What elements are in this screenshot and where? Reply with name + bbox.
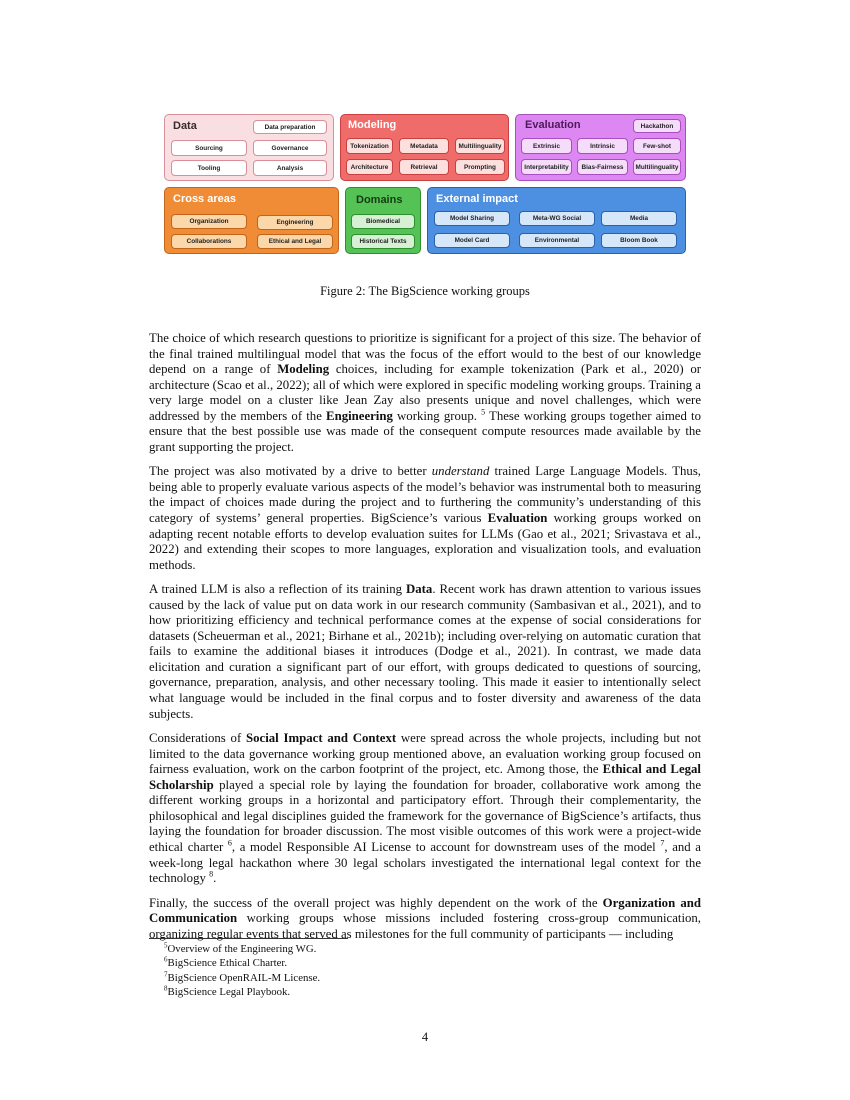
wg-pill: Interpretability bbox=[521, 159, 572, 175]
working-groups-figure bbox=[164, 114, 686, 256]
group-title: Cross areas bbox=[173, 193, 236, 205]
footnote-ref[interactable]: 6 bbox=[227, 838, 232, 848]
wg-pill: Tokenization bbox=[346, 138, 393, 154]
paragraph: A trained LLM is also a reflection of its training Data. Recent work has drawn attention to various issues caused by the lack of value put on data work in our research community (Sambasivan et al., 2021), and to how prioritizing efficiency and technical performance comes at the expense of social considerations for datasets (Scheuerman et al., 2021; Birhane et al., 2021b); including over-relying on automatic curation that fails to examine the additional biases it introduces (Dodge et al., 2021). In contrast, we made data elicitation and curation a significant part of our effort, with groups dedicated to questions of sourcing, governance, preparation, analysis, and other necessary tooling. This made it easier to intentionally select what language would be included in the final corpus and to foster diversity and awareness of the data subjects. bbox=[149, 582, 701, 721]
footnote-ref[interactable]: 7 bbox=[660, 838, 665, 848]
wg-pill: Bias-Fairness bbox=[577, 159, 628, 175]
group-evaluation bbox=[515, 114, 686, 181]
wg-pill: Biomedical bbox=[351, 214, 415, 229]
wg-pill: Few-shot bbox=[633, 138, 681, 154]
group-domains bbox=[345, 187, 421, 254]
paragraph: The project was also motivated by a drive to better understand trained Large Language Models. Thus, being able to properly evaluate various aspects of the model’s behavior was instrumental both to measuring the impact of choices made during the project and to furthering the community’s understanding of this category of systems’ general properties. BigScience’s various Evaluation working groups worked on adapting recent notable efforts to develop evaluation suites for LLMs (Gao et al., 2021; Srivastava et al., 2022) and extending their scopes to more languages, exploration and visualization tools, and evaluation methods. bbox=[149, 464, 701, 572]
wg-pill: Model Card bbox=[434, 233, 510, 248]
wg-pill: Architecture bbox=[346, 159, 393, 175]
footnote-ref[interactable]: 5 bbox=[481, 407, 486, 417]
wg-pill: Intrinsic bbox=[577, 138, 628, 154]
wg-pill: Multilinguality bbox=[633, 159, 681, 175]
wg-pill: Collaborations bbox=[171, 234, 247, 249]
group-cross-areas bbox=[164, 187, 339, 254]
footnote-ref[interactable]: 8 bbox=[209, 869, 214, 879]
group-title: Modeling bbox=[348, 119, 397, 131]
wg-pill: Retrieval bbox=[399, 159, 449, 175]
paragraph: The choice of which research questions to prioritize is significant for a project of this size. The behavior of the final trained multilingual model that was the focus of the effort would to the best of our knowledge depend on a range of Modeling choices, including for example tokenization (Park et al., 2020) or architecture (Scao et al., 2022); all of which were explored in specific modeling working groups. Training a very large model on a cluster like Jean Zay also presents unique and novel challenges, which were addressed by the members of the Engineering working group. $^5$ These working groups together aimed to ensure that the best possible use was made of the consequent compute resources made available by the grant supporting the project. bbox=[149, 331, 701, 454]
group-external-impact bbox=[427, 187, 686, 254]
wg-pill: Historical Texts bbox=[351, 234, 415, 249]
wg-pill: Governance bbox=[253, 140, 327, 156]
wg-pill: Multilinguality bbox=[455, 138, 505, 154]
wg-pill: Analysis bbox=[253, 160, 327, 176]
paragraph: Considerations of Social Impact and Context were spread across the whole projects, including but not limited to the data governance working group mentioned above, an evaluation working group focused on fairness evaluation, work on the carbon footprint of the project, etc. Among those, the Ethical and Legal Scholarship played a special role by laying the foundation for broader, collaborative work among the different working groups in a horizontal and participatory effort. Through their complementarity, the philosophical and legal disciplines guided the framework for the governance of BigScience’s artifacts, thus laying the foundation for broader discussion. The most visible outcomes of this work were a project-wide ethical charter $^6$, a model Responsible AI License to account for downstream uses of the model $^7$, and a week-long legal hackathon where 30 legal scholars investigated the international legal context for the technology $^8$. bbox=[149, 731, 701, 886]
wg-pill: Extrinsic bbox=[521, 138, 572, 154]
wg-pill: Media bbox=[601, 211, 677, 226]
group-title: Evaluation bbox=[525, 119, 581, 131]
group-data bbox=[164, 114, 334, 181]
wg-pill: Model Sharing bbox=[434, 211, 510, 226]
wg-pill: Prompting bbox=[455, 159, 505, 175]
group-title: Domains bbox=[356, 194, 403, 206]
wg-pill: Engineering bbox=[257, 215, 333, 230]
footnote[interactable]: $^8$BigScience Legal Playbook. bbox=[164, 984, 291, 998]
footnotes bbox=[164, 942, 684, 999]
figure-caption: Figure 2: The BigScience working groups bbox=[320, 284, 530, 298]
body-text bbox=[149, 331, 701, 951]
wg-pill: Meta-WG Social bbox=[519, 211, 595, 226]
footnote[interactable]: $^6$BigScience Ethical Charter. bbox=[164, 955, 288, 970]
wg-pill: Sourcing bbox=[171, 140, 247, 156]
wg-pill: Data preparation bbox=[253, 120, 327, 134]
group-modeling bbox=[340, 114, 509, 181]
wg-pill: Organization bbox=[171, 214, 247, 229]
footnote[interactable]: $^5$Overview of the Engineering WG. bbox=[164, 941, 317, 955]
wg-pill: Metadata bbox=[399, 138, 449, 154]
paragraph: Finally, the success of the overall project was highly dependent on the work of the Organization and Communication working groups whose missions included fostering cross-group communication, organizing regular events that served as milestones for the full community of participants — including bbox=[149, 895, 701, 941]
wg-pill: Environmental bbox=[519, 233, 595, 248]
wg-pill: Tooling bbox=[171, 160, 247, 176]
footnote-divider bbox=[149, 938, 348, 939]
group-title: External impact bbox=[436, 193, 518, 205]
footnote[interactable]: $^7$BigScience OpenRAIL-M License. bbox=[164, 970, 321, 984]
page-number: 4 bbox=[421, 1030, 429, 1044]
wg-pill: Hackathon bbox=[633, 119, 681, 133]
group-title: Data bbox=[173, 120, 197, 132]
wg-pill: Ethical and Legal bbox=[257, 234, 333, 249]
wg-pill: Bloom Book bbox=[601, 233, 677, 248]
